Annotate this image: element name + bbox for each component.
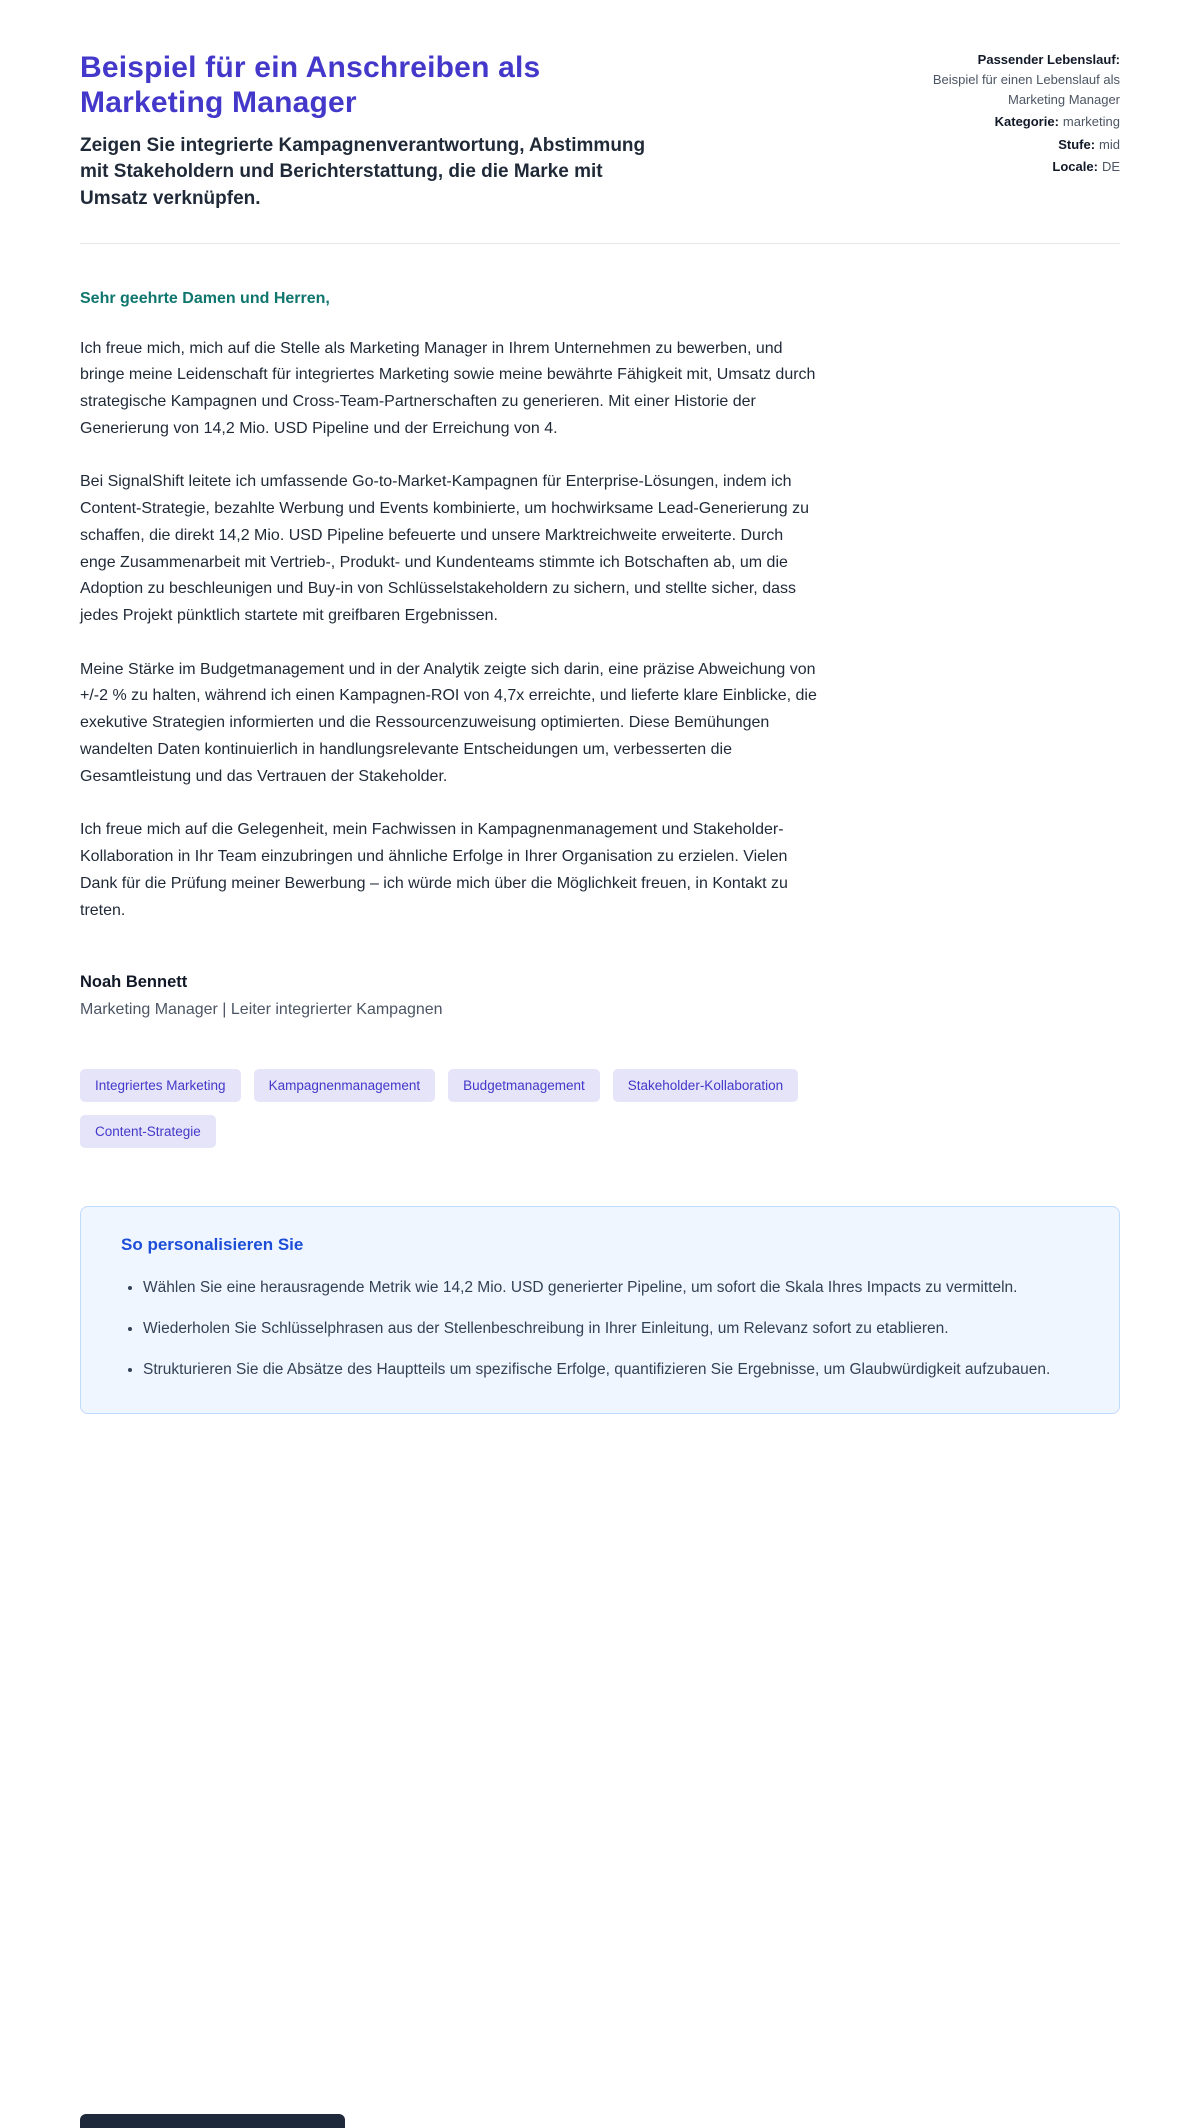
cover-letter-body bbox=[80, 290, 822, 1020]
matching-resume-link[interactable]: Beispiel für einen Lebenslauf als Marketing Manager bbox=[932, 72, 1120, 108]
tip-item-2: • Wiederholen Sie Schlüsselphrasen aus der Stellenbeschreibung in Ihrer Einleitung, um Relevanz sofort zu etablieren. bbox=[143, 1316, 1093, 1343]
page-title: Beispiel für ein Anschreiben als Marketing Manager bbox=[80, 51, 541, 120]
tag-integriertes-marketing[interactable]: Integriertes Marketing bbox=[80, 1069, 241, 1102]
tips-heading: So personalisieren Sie bbox=[121, 1235, 304, 1255]
header-left bbox=[80, 50, 670, 213]
meta-row-level bbox=[915, 135, 1120, 155]
letter-paragraph-1: Ich freue mich, mich auf die Stelle als Marketing Manager in Ihrem Unternehmen zu bewerben, und bringe meine Leidenschaft für integriertes Marketing sowie meine bewährte Fähigkeit mit, Umsatz durch strategische Kampagnen und Cross-Team-Partnerschaften zu generieren. Mit einer Historie der Generierung von 14,2 Mio. USD Pipeline und der Erreichung von 4. bbox=[80, 339, 816, 437]
meta-row-locale bbox=[915, 157, 1120, 177]
partial-dark-section bbox=[80, 2114, 345, 2128]
meta-panel bbox=[915, 50, 1120, 177]
tip-item-3: • Strukturieren Sie die Absätze des Hauptteils um spezifische Erfolge, quantifizieren Sie Ergebnisse, um Glaubwürdigkeit aufzubauen. bbox=[143, 1357, 1093, 1384]
tip-item-1: • Wählen Sie eine herausragende Metrik wie 14,2 Mio. USD generierter Pipeline, um sofort die Skala Ihres Impacts zu vermitteln. bbox=[143, 1275, 1093, 1302]
greeting: Sehr geehrte Damen und Herren, bbox=[80, 289, 330, 307]
level-value: mid bbox=[1099, 136, 1120, 152]
meta-row-category bbox=[915, 112, 1120, 132]
category-value: marketing bbox=[1062, 114, 1120, 130]
page-container bbox=[80, 0, 1120, 1414]
tag-content-strategie[interactable]: Content-Strategie bbox=[80, 1115, 216, 1148]
tag-kampagnenmanagement[interactable]: Kampagnenmanagement bbox=[254, 1069, 436, 1102]
signature-name: Noah Bennett bbox=[80, 973, 188, 992]
locale-label: Locale: bbox=[1052, 158, 1098, 174]
matching-resume-label: Passender Lebenslauf: bbox=[977, 52, 1120, 67]
tag-stakeholder-kollaboration[interactable]: Stakeholder-Kollaboration bbox=[613, 1069, 798, 1102]
divider bbox=[80, 243, 1120, 244]
signature-role: Marketing Manager | Leiter integrierter Kampagnen bbox=[80, 1001, 443, 1019]
locale-value: DE bbox=[1101, 158, 1120, 174]
letter-paragraph-4: Ich freue mich auf die Gelegenheit, mein Fachwissen in Kampagnenmanagement und Stakeholder-Kollaboration in Ihr Team einzubringen und ähnliche Erfolge in Ihrer Organisation zu erzielen. Vielen Dank für die Prüfung meiner Bewerbung – ich würde mich über die Möglichkeit freuen, in Kontakt zu treten. bbox=[80, 821, 788, 919]
page-subtitle: Zeigen Sie integrierte Kampagnenverantwortung, Abstimmung mit Stakeholdern und Berichterstattung, die die Marke mit Umsatz verknüpfen. bbox=[80, 134, 646, 209]
header bbox=[80, 50, 1120, 213]
level-label: Stufe: bbox=[1058, 136, 1096, 152]
letter-paragraph-3: Meine Stärke im Budgetmanagement und in der Analytik zeigte sich darin, eine präzise Abweichung von +/-2 % zu halten, während ich einen Kampagnen-ROI von 4,7x erreichte, und lieferte klare Einblicke, die exekutive Strategien informierten und die Ressourcenzuweisung optimierten. Diese Bemühungen wandelten Daten kontinuierlich in handlungsrelevante Entscheidungen um, verbesserten die Gesamtleistung und das Vertrauen der Stakeholder. bbox=[80, 660, 817, 785]
personalization-tips-box bbox=[80, 1206, 1120, 1414]
tag-list bbox=[80, 1069, 860, 1148]
letter-paragraph-2: Bei SignalShift leitete ich umfassende Go-to-Market-Kampagnen für Enterprise-Lösungen, indem ich Content-Strategie, bezahlte Werbung und Events kombinierte, um hochwirksame Lead-Generierung zu schaffen, die direkt 14,2 Mio. USD Pipeline befeuerte und unsere Marktreichweite erweiterte. Durch enge Zusammenarbeit mit Vertrieb-, Produkt- und Kundenteams stimmte ich Botschaften ab, um die Adoption zu beschleunigen und Buy-in von Schlüsselstakeholdern zu sichern, und stellte sicher, dass jedes Projekt pünktlich startete mit greifbaren Ergebnissen. bbox=[80, 473, 809, 625]
tips-list bbox=[103, 1275, 1093, 1383]
category-label: Kategorie: bbox=[994, 114, 1059, 130]
tag-budgetmanagement[interactable]: Budgetmanagement bbox=[448, 1069, 600, 1102]
